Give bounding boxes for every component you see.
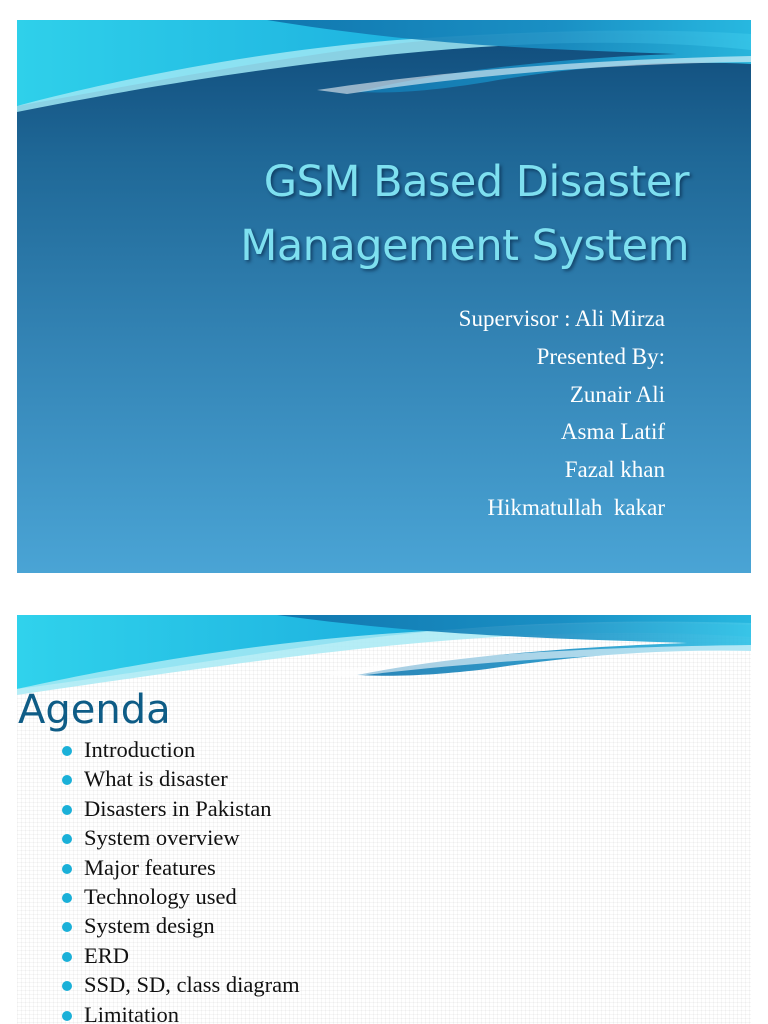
list-item [59, 882, 300, 911]
list-item [59, 764, 300, 793]
round-bullet-icon [62, 1011, 72, 1021]
round-bullet-icon [62, 805, 72, 815]
list-item-label: SSD, SD, class diagram [84, 972, 300, 998]
presenter-name: Asma Latif [560, 419, 665, 445]
round-bullet-icon [62, 952, 72, 962]
list-item-label: Introduction [84, 737, 196, 762]
round-bullet-icon [62, 893, 72, 903]
list-item-label: Technology used [84, 884, 237, 910]
agenda-heading: Agenda [18, 687, 171, 733]
round-bullet-icon [62, 746, 72, 756]
list-item [59, 1000, 300, 1024]
list-item-label: Disasters in Pakistan [84, 795, 272, 821]
round-bullet-icon [62, 834, 72, 844]
title-line: GSM Based Disaster [263, 157, 689, 207]
list-item-label: Limitation [84, 1001, 179, 1024]
presented-by-label: Presented By: [536, 343, 665, 369]
presenter-name: Hikmatullah kakar [487, 494, 665, 520]
list-item [59, 970, 300, 999]
list-item [59, 853, 300, 882]
round-bullet-icon [62, 922, 72, 932]
round-bullet-icon [62, 775, 72, 785]
round-bullet-icon [62, 981, 72, 991]
supervisor-line: Supervisor : Ali Mirza [458, 306, 665, 331]
list-item-label: System overview [84, 825, 240, 851]
round-bullet-icon [62, 864, 72, 874]
list-item [59, 735, 300, 764]
agenda-list [59, 735, 300, 1024]
presentation-title [240, 150, 689, 278]
presenter-name: Zunair Ali [569, 381, 665, 407]
list-item [59, 911, 300, 940]
agenda-slide [17, 615, 751, 1024]
list-item-label: ERD [84, 942, 129, 968]
list-item-label: What is disaster [84, 766, 228, 792]
presenter-name: Fazal khan [564, 457, 665, 483]
presenter-credits [459, 300, 665, 527]
list-item [59, 941, 300, 970]
title-slide [17, 20, 751, 573]
wave-header-decoration [17, 20, 751, 130]
list-item-label: Major features [84, 854, 216, 880]
list-item [59, 823, 300, 852]
list-item [59, 794, 300, 823]
list-item-label: System design [84, 913, 215, 939]
title-line: Management System [240, 221, 689, 271]
